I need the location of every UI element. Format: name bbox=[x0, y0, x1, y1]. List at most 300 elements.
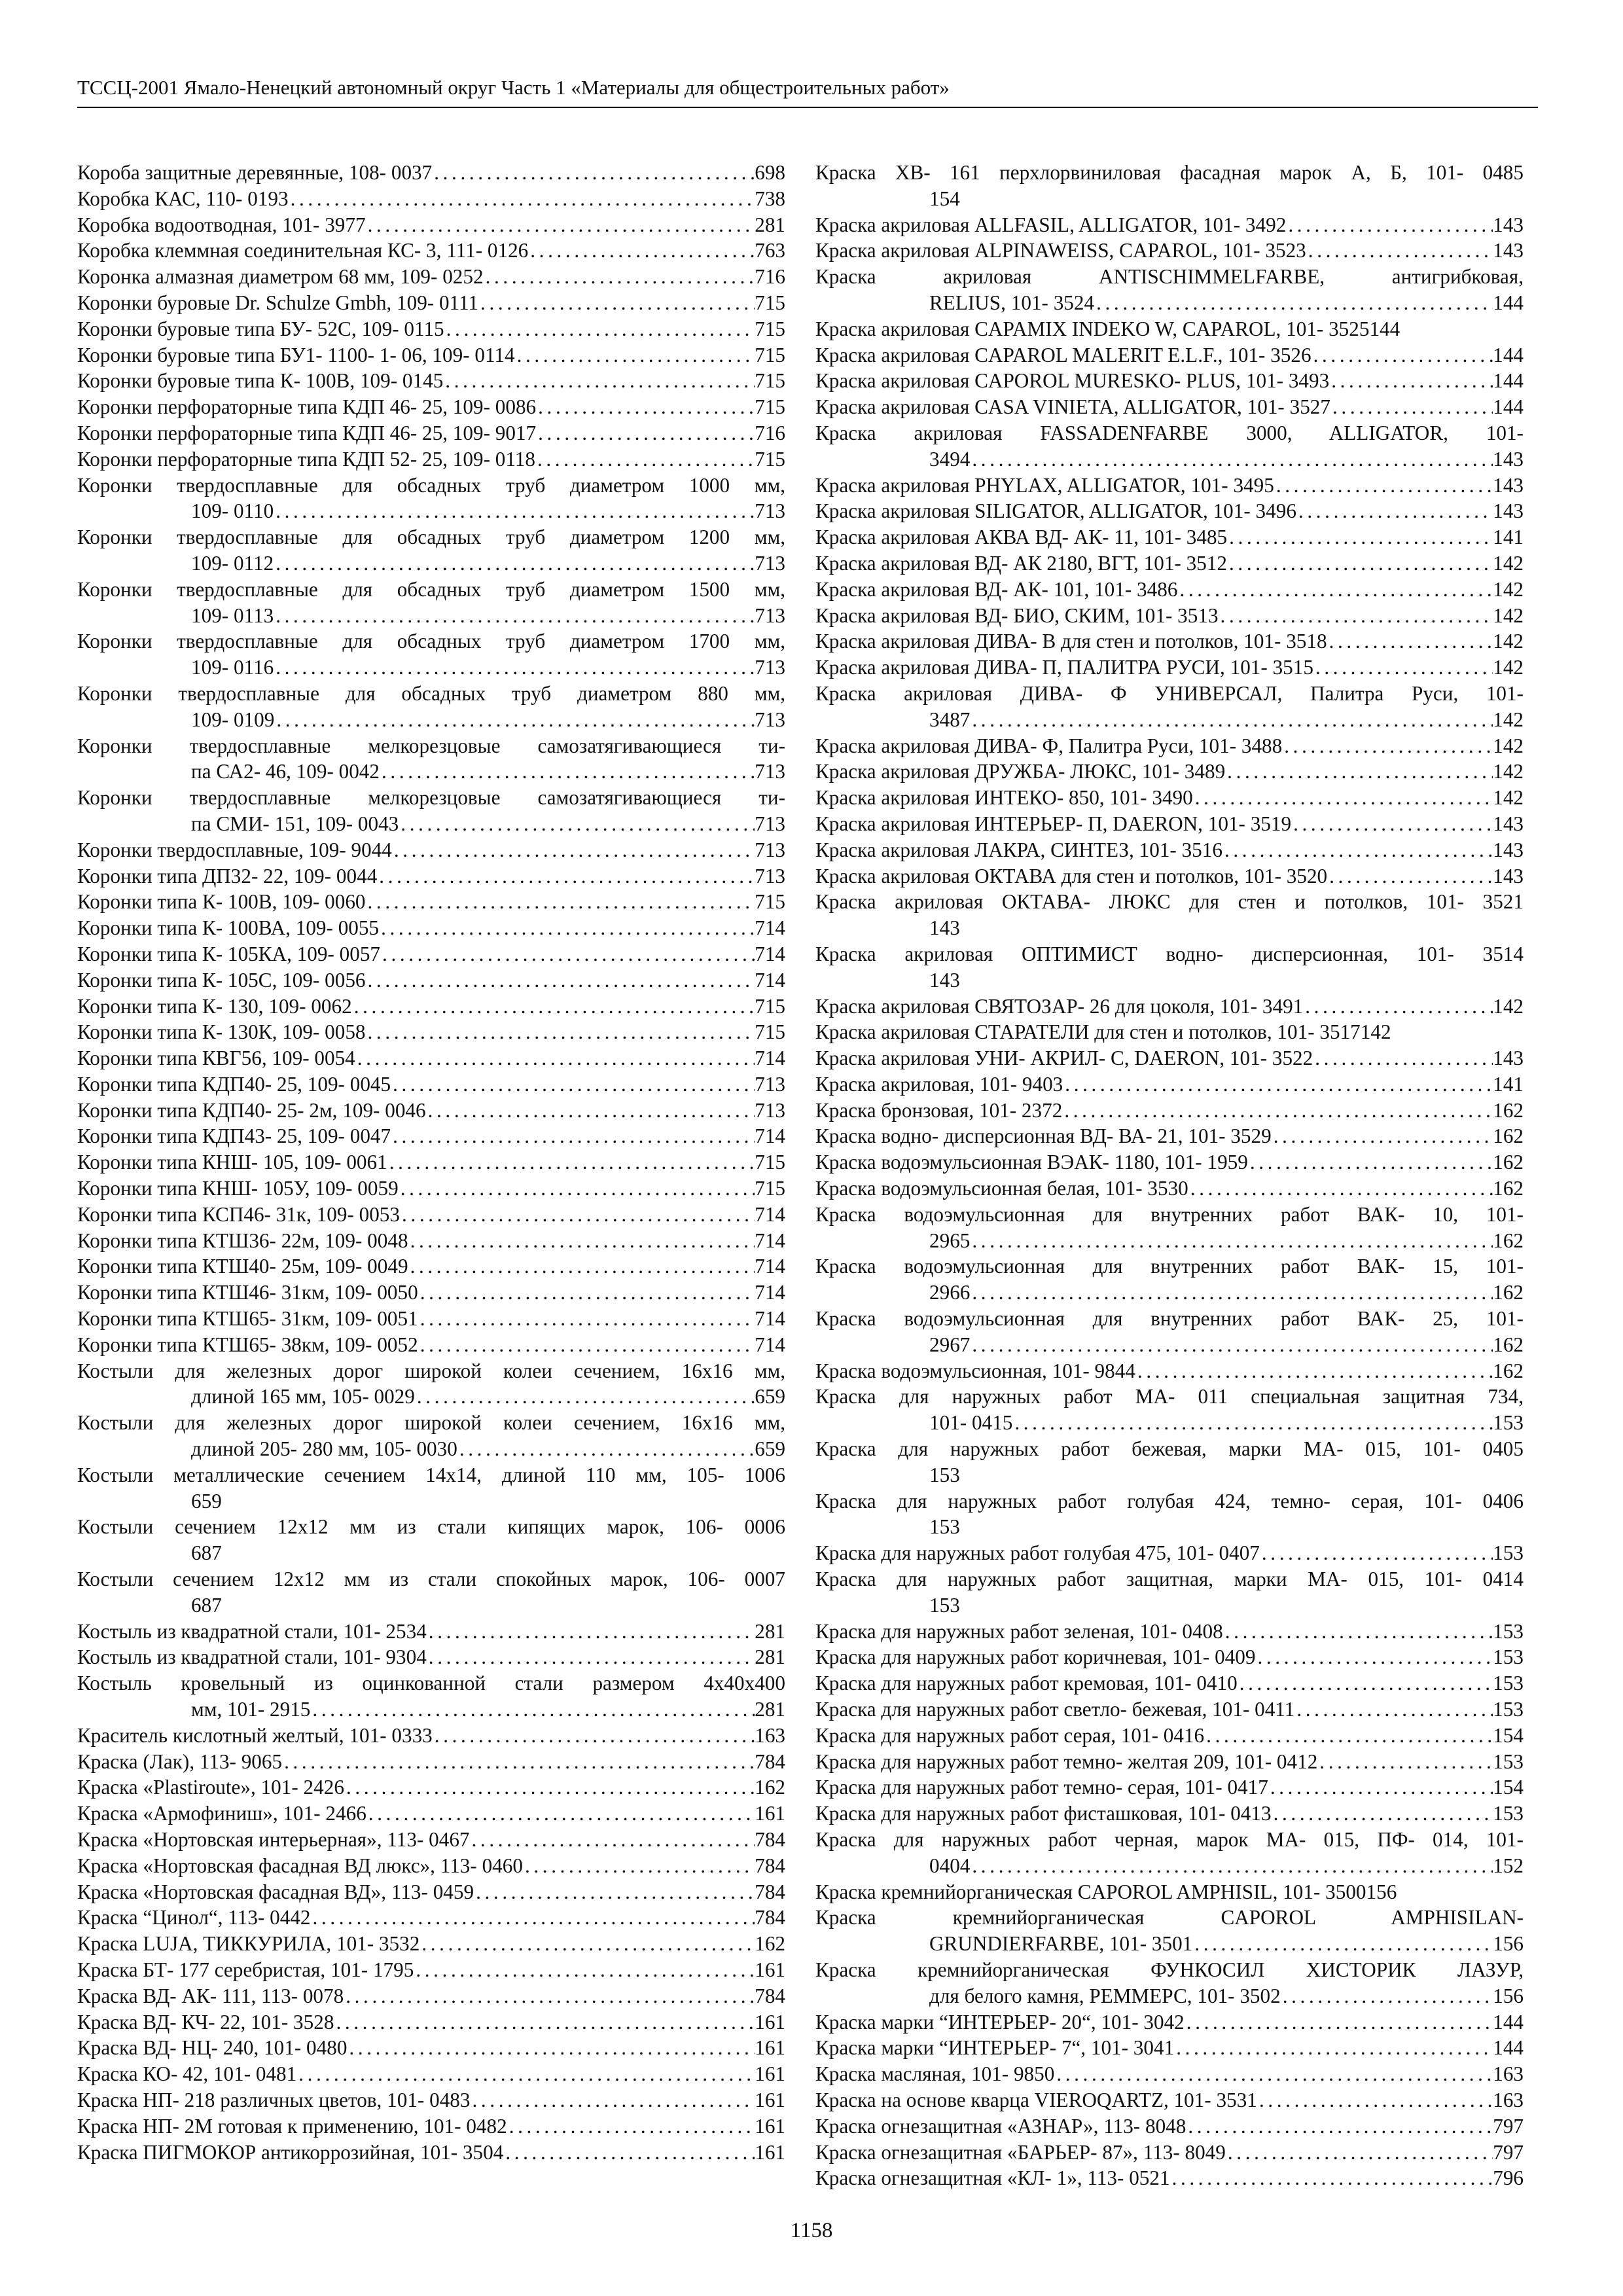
entry-line bbox=[815, 290, 1524, 316]
entry-text: 687 bbox=[191, 1593, 222, 1617]
entry-text: Краска акриловая СВЯТОЗАР- 26 для цоколя, 101- 3491 bbox=[815, 994, 1304, 1018]
entry-line bbox=[77, 1853, 785, 1879]
entry-line bbox=[77, 811, 785, 837]
index-entry bbox=[77, 1253, 785, 1280]
dot-leader bbox=[507, 2113, 755, 2140]
entry-text: RELIUS, 101- 3524 bbox=[929, 291, 1095, 314]
dot-leader bbox=[1281, 1983, 1493, 2009]
entry-line bbox=[77, 1670, 785, 1696]
dot-leader bbox=[1063, 1071, 1493, 1098]
entry-line bbox=[77, 238, 785, 264]
index-entry bbox=[77, 264, 785, 290]
entry-text: Коронки буровые типа К- 100В, 109- 0145 bbox=[77, 369, 444, 393]
entry-text: Коронки типа КВГ56, 109- 0054 bbox=[77, 1047, 355, 1070]
entry-line bbox=[77, 446, 785, 473]
entry-line bbox=[815, 524, 1524, 550]
dot-leader bbox=[1177, 577, 1493, 603]
entry-page-ref: 713 bbox=[755, 864, 785, 888]
dot-leader bbox=[970, 1228, 1493, 1254]
index-entry bbox=[77, 628, 785, 681]
entry-line bbox=[77, 1905, 785, 1931]
entry-line bbox=[77, 1358, 785, 1384]
entry-page-ref: 784 bbox=[755, 1984, 785, 2007]
entry-line bbox=[815, 1723, 1524, 1749]
entry-line bbox=[77, 524, 785, 550]
index-entry bbox=[77, 2035, 785, 2061]
entry-text: Краска для наружных работ светло- бежевая, 101- 0411 bbox=[815, 1698, 1295, 1721]
index-entry bbox=[77, 1175, 785, 1202]
dot-leader bbox=[334, 2009, 755, 2036]
entry-text: Краска для наружных работ зеленая, 101- 0408 bbox=[815, 1619, 1223, 1643]
entry-text: Коронки типа КТШ40- 25м, 109- 0049 bbox=[77, 1255, 408, 1278]
index-entry bbox=[815, 1123, 1524, 1149]
index-entry bbox=[77, 316, 785, 342]
entry-text: Краска акриловая CAPOROL MURESKO- PLUS, 101- 3493 bbox=[815, 369, 1330, 393]
dot-leader bbox=[289, 186, 755, 212]
entry-text: Краска акриловая FASSADENFARBE 3000, ALLIGATOR, 101- bbox=[815, 421, 1524, 444]
index-entry bbox=[815, 1175, 1524, 1202]
index-entry bbox=[815, 628, 1524, 655]
index-entry bbox=[815, 994, 1524, 1020]
index-entry bbox=[815, 1358, 1524, 1384]
dot-leader bbox=[355, 1045, 755, 1071]
entry-text: 3487 bbox=[929, 708, 971, 731]
index-entry bbox=[815, 1827, 1524, 1879]
index-entry bbox=[77, 342, 785, 368]
entry-text: Коронки твердосплавные мелкорезцовые самозатягивающиеся ти- bbox=[77, 786, 785, 810]
index-entry bbox=[77, 160, 785, 186]
index-entry bbox=[77, 1202, 785, 1228]
entry-line bbox=[815, 550, 1524, 577]
entry-text: Костыли металлические сечением 14х14, длиной 110 мм, 105- 1006 bbox=[77, 1463, 785, 1486]
entry-page-ref: 154 bbox=[1493, 1776, 1524, 1799]
entry-line bbox=[815, 1670, 1524, 1696]
index-entry bbox=[815, 420, 1524, 473]
index-entry bbox=[77, 1098, 785, 1124]
entry-page-ref: 281 bbox=[755, 1619, 785, 1643]
entry-page-ref: 143 bbox=[1493, 812, 1524, 835]
entry-line bbox=[77, 837, 785, 863]
dot-leader bbox=[503, 2140, 755, 2166]
index-entry bbox=[77, 915, 785, 941]
entry-line bbox=[815, 264, 1524, 290]
entry-text: 109- 0116 bbox=[191, 656, 274, 679]
entry-page-ref: 163 bbox=[755, 1723, 785, 1747]
entry-page-ref: 698 bbox=[755, 161, 785, 184]
entry-text: Коронки твердосплавные для обсадных труб диаметром 880 мм, bbox=[77, 681, 785, 705]
index-entry bbox=[815, 1696, 1524, 1723]
entry-page-ref: 713 bbox=[755, 838, 785, 861]
entry-line bbox=[77, 733, 785, 759]
entry-line bbox=[815, 1540, 1524, 1566]
entry-text: Коронки типа ДП32- 22, 109- 0044 bbox=[77, 864, 378, 888]
index-entry bbox=[815, 1670, 1524, 1696]
entry-text: 3494 bbox=[929, 447, 971, 471]
entry-text: Коронки твердосплавные для обсадных труб диаметром 1500 мм, bbox=[77, 577, 785, 601]
entry-page-ref: 162 bbox=[1493, 1098, 1524, 1122]
dot-leader bbox=[432, 160, 755, 186]
dot-leader bbox=[391, 1123, 755, 1149]
dot-leader bbox=[1222, 837, 1493, 863]
index-entry bbox=[77, 785, 785, 837]
entry-text: Краска акриловая SILIGATOR, ALLIGATOR, 101- 3496 bbox=[815, 499, 1296, 523]
entry-line bbox=[815, 967, 1524, 994]
entry-text: Краска акриловая АКВА ВД- АК- 11, 101- 3485 bbox=[815, 526, 1228, 549]
index-entry bbox=[815, 1879, 1524, 1905]
entry-text: 2965 bbox=[929, 1229, 971, 1252]
entry-text: Коронки буровые Dr. Schulze Gmbh, 109- 0111 bbox=[77, 291, 479, 314]
entry-text: Краска масляная, 101- 9850 bbox=[815, 2062, 1055, 2086]
entry-page-ref: 797 bbox=[1493, 2140, 1524, 2164]
entry-page-ref: 713 bbox=[755, 1072, 785, 1096]
entry-line bbox=[77, 498, 785, 524]
entry-line bbox=[815, 2113, 1524, 2140]
index-entry bbox=[815, 473, 1524, 499]
entry-text: Краска акриловая СТАРАТЕЛИ для стен и потолков, 101- 3517142 bbox=[815, 1020, 1391, 1044]
entry-page-ref: 143 bbox=[1493, 473, 1524, 497]
entry-text: Коронки типа К- 105КА, 109- 0057 bbox=[77, 942, 381, 965]
index-entry bbox=[77, 212, 785, 238]
entry-line bbox=[77, 264, 785, 290]
entry-page-ref: 156 bbox=[1493, 1932, 1524, 1956]
entry-page-ref: 715 bbox=[755, 395, 785, 419]
entry-text: Краска водоэмульсионная для внутренних работ ВАК- 15, 101- bbox=[815, 1255, 1524, 1278]
dot-leader bbox=[1227, 550, 1493, 577]
dot-leader bbox=[399, 811, 755, 837]
entry-text: 109- 0112 bbox=[191, 551, 274, 575]
dot-leader bbox=[474, 1879, 755, 1905]
entry-line bbox=[815, 420, 1524, 446]
entry-line bbox=[77, 2087, 785, 2113]
entry-text: Краска «Нортовская фасадная ВД», 113- 0459 bbox=[77, 1880, 474, 1903]
entry-line bbox=[77, 1723, 785, 1749]
dot-leader bbox=[418, 1306, 755, 1332]
index-entry bbox=[815, 1306, 1524, 1358]
entry-line bbox=[77, 420, 785, 446]
entry-page-ref: 784 bbox=[755, 1749, 785, 1773]
entry-text: Коронки перфораторные типа КДП 46- 25, 109- 0086 bbox=[77, 395, 537, 419]
entry-line bbox=[815, 1123, 1524, 1149]
entry-line bbox=[77, 473, 785, 499]
dot-leader bbox=[1311, 342, 1493, 368]
entry-line bbox=[815, 212, 1524, 238]
entry-text: 101- 0415 bbox=[929, 1411, 1013, 1435]
entry-line bbox=[77, 1019, 785, 1045]
entry-text: Краска водоэмульсионная ВЭАК- 1180, 101- 1959 bbox=[815, 1151, 1248, 1174]
entry-line bbox=[77, 889, 785, 915]
index-entry bbox=[77, 394, 785, 420]
dot-leader bbox=[274, 603, 755, 629]
entry-line bbox=[77, 1384, 785, 1410]
index-entry bbox=[815, 550, 1524, 577]
entry-page-ref: 784 bbox=[755, 1906, 785, 1929]
index-entry bbox=[77, 473, 785, 525]
entry-line bbox=[815, 915, 1524, 941]
entry-page-ref: 142 bbox=[1493, 630, 1524, 653]
index-entry bbox=[815, 1566, 1524, 1619]
dot-leader bbox=[1248, 1149, 1493, 1175]
entry-line bbox=[815, 941, 1524, 967]
entry-line bbox=[77, 863, 785, 889]
entry-line bbox=[77, 1931, 785, 1957]
entry-text: Краситель кислотный желтый, 101- 0333 bbox=[77, 1723, 433, 1747]
dot-leader bbox=[1186, 2113, 1493, 2140]
entry-text: Коронки типа КСП46- 31к, 109- 0053 bbox=[77, 1202, 400, 1226]
entry-line bbox=[77, 160, 785, 186]
index-entry bbox=[77, 1749, 785, 1775]
entry-text: па СА2- 46, 109- 0042 bbox=[191, 760, 380, 783]
entry-line bbox=[815, 1801, 1524, 1827]
entry-line bbox=[815, 1931, 1524, 1957]
dot-leader bbox=[392, 837, 755, 863]
entry-page-ref: 144 bbox=[1493, 395, 1524, 419]
entry-text: Краска LUJA, ТИККУРИЛА, 101- 3532 bbox=[77, 1932, 420, 1956]
entry-text: Коронки типа КДП40- 25, 109- 0045 bbox=[77, 1072, 391, 1096]
entry-text: Краска акриловая ВД- АК 2180, ВГТ, 101- 3512 bbox=[815, 551, 1227, 575]
entry-line bbox=[815, 316, 1524, 342]
dot-leader bbox=[1294, 1696, 1493, 1723]
index-entry bbox=[77, 1905, 785, 1931]
entry-line bbox=[815, 1488, 1524, 1515]
entry-page-ref: 143 bbox=[1493, 838, 1524, 861]
entry-text: 687 bbox=[191, 1541, 222, 1565]
dot-leader bbox=[1274, 473, 1493, 499]
entry-page-ref: 162 bbox=[1493, 1177, 1524, 1200]
entry-text: Краска БТ- 177 серебристая, 101- 1795 bbox=[77, 1958, 414, 1981]
index-entry bbox=[815, 655, 1524, 681]
entry-line bbox=[77, 212, 785, 238]
entry-text: 659 bbox=[191, 1489, 222, 1513]
entry-line bbox=[77, 1123, 785, 1149]
entry-text: Краска для наружных работ кремовая, 101- 0410 bbox=[815, 1672, 1238, 1695]
entry-page-ref: 713 bbox=[755, 551, 785, 575]
dot-leader bbox=[484, 264, 755, 290]
entry-line bbox=[77, 628, 785, 655]
entry-text: Краска акриловая УНИ- АКРИЛ- С, DAERON, 101- 3522 bbox=[815, 1047, 1313, 1070]
entry-line bbox=[815, 1774, 1524, 1801]
entry-page-ref: 714 bbox=[755, 1047, 785, 1070]
entry-text: Коронки твердосплавные, 109- 9044 bbox=[77, 838, 392, 861]
index-entry bbox=[815, 1619, 1524, 1645]
entry-line bbox=[815, 1566, 1524, 1592]
index-entry bbox=[77, 1566, 785, 1619]
entry-text: длиной 205- 280 мм, 105- 0030 bbox=[191, 1437, 457, 1461]
index-entry bbox=[815, 1045, 1524, 1071]
entry-page-ref: 153 bbox=[1493, 1802, 1524, 1825]
index-entry bbox=[77, 524, 785, 577]
dot-leader bbox=[274, 498, 755, 524]
entry-line bbox=[815, 1827, 1524, 1853]
index-entry bbox=[815, 1488, 1524, 1541]
index-entry bbox=[77, 186, 785, 212]
entry-page-ref: 161 bbox=[755, 2036, 785, 2060]
entry-text: Краска акриловая PHYLAX, ALLIGATOR, 101- 3495 bbox=[815, 473, 1274, 497]
entry-page-ref: 715 bbox=[755, 317, 785, 340]
entry-text: длиной 165 мм, 105- 0029 bbox=[191, 1385, 415, 1408]
entry-text: Краска для наружных работ фисташковая, 101- 0413 bbox=[815, 1802, 1272, 1825]
entry-page-ref: 142 bbox=[1493, 760, 1524, 783]
running-header: ТССЦ-2001 Ямало-Ненецкий автономный округ Часть 1 «Материалы для общестроительных работ» bbox=[77, 76, 950, 99]
index-entry bbox=[77, 1879, 785, 1905]
entry-page-ref: 715 bbox=[755, 1020, 785, 1044]
entry-page-ref: 153 bbox=[1493, 1672, 1524, 1695]
entry-page-ref: 715 bbox=[755, 1151, 785, 1174]
entry-text: Краска НП- 218 различных цветов, 101- 0483 bbox=[77, 2088, 471, 2111]
index-entry bbox=[815, 1774, 1524, 1801]
entry-page-ref: 143 bbox=[1493, 499, 1524, 523]
entry-line bbox=[77, 603, 785, 629]
entry-line bbox=[77, 1749, 785, 1775]
index-entry bbox=[77, 1358, 785, 1410]
index-entry bbox=[815, 785, 1524, 811]
entry-page-ref: 153 bbox=[1493, 1541, 1524, 1565]
entry-text: Коронки типа К- 100В, 109- 0060 bbox=[77, 890, 366, 914]
entry-line bbox=[77, 1410, 785, 1436]
dot-leader bbox=[1330, 394, 1493, 420]
index-entry bbox=[815, 394, 1524, 420]
dot-leader bbox=[377, 863, 755, 889]
index-entry bbox=[77, 1462, 785, 1515]
entry-line bbox=[815, 2035, 1524, 2061]
index-entry bbox=[815, 368, 1524, 394]
entry-page-ref: 162 bbox=[755, 1776, 785, 1799]
entry-page-ref: 152 bbox=[1493, 1854, 1524, 1877]
entry-text: 143 bbox=[929, 916, 960, 940]
entry-page-ref: 143 bbox=[1493, 864, 1524, 888]
entry-line bbox=[815, 498, 1524, 524]
dot-leader bbox=[1012, 1410, 1493, 1436]
entry-line bbox=[77, 1619, 785, 1645]
entry-page-ref: 163 bbox=[1493, 2062, 1524, 2086]
index-entry bbox=[77, 1853, 785, 1879]
entry-text: па СМИ- 151, 109- 0043 bbox=[191, 812, 399, 835]
index-entry bbox=[77, 1670, 785, 1723]
index-entry bbox=[815, 1202, 1524, 1254]
entry-line bbox=[77, 1228, 785, 1254]
index-entry bbox=[815, 603, 1524, 629]
entry-page-ref: 144 bbox=[1493, 2036, 1524, 2060]
dot-leader bbox=[400, 1202, 755, 1228]
entry-text: Костыль из квадратной стали, 101- 2534 bbox=[77, 1619, 427, 1643]
entry-page-ref: 738 bbox=[755, 187, 785, 210]
entry-line bbox=[815, 1019, 1524, 1045]
dot-leader bbox=[536, 420, 755, 446]
index-entry bbox=[815, 264, 1524, 316]
entry-line bbox=[815, 2165, 1524, 2191]
index-entry bbox=[815, 1384, 1524, 1436]
entry-page-ref: 281 bbox=[755, 1645, 785, 1669]
dot-leader bbox=[1223, 1619, 1493, 1645]
entry-text: Краска акриловая, 101- 9403 bbox=[815, 1072, 1063, 1096]
entry-text: Краска ВД- КЧ- 22, 101- 3528 bbox=[77, 2010, 334, 2034]
index-entry bbox=[77, 1957, 785, 1983]
dot-leader bbox=[274, 707, 755, 733]
entry-text: GRUNDIERFARBE, 101- 3501 bbox=[929, 1932, 1193, 1956]
header-rule bbox=[77, 107, 1538, 108]
dot-leader bbox=[1272, 1123, 1493, 1149]
dot-leader bbox=[379, 915, 755, 941]
entry-page-ref: 153 bbox=[1493, 1619, 1524, 1643]
entry-page-ref: 796 bbox=[1493, 2166, 1524, 2190]
index-entry bbox=[77, 1228, 785, 1254]
entry-text: 154 bbox=[929, 187, 960, 210]
index-entry bbox=[77, 420, 785, 446]
index-entry bbox=[77, 941, 785, 967]
entry-line bbox=[815, 1253, 1524, 1280]
index-entry bbox=[77, 238, 785, 264]
entry-text: Краска «Нортовская фасадная ВД люкс», 113- 0460 bbox=[77, 1854, 523, 1877]
entry-line bbox=[815, 1462, 1524, 1488]
entry-line bbox=[815, 473, 1524, 499]
entry-line bbox=[815, 160, 1524, 186]
entry-line bbox=[77, 1566, 785, 1592]
index-entry bbox=[77, 1019, 785, 1045]
dot-leader bbox=[1204, 1723, 1493, 1749]
entry-page-ref: 143 bbox=[1493, 213, 1524, 236]
dot-leader bbox=[274, 550, 755, 577]
entry-page-ref: 153 bbox=[1493, 1645, 1524, 1669]
entry-line bbox=[815, 785, 1524, 811]
dot-leader bbox=[296, 2061, 755, 2087]
entry-line bbox=[815, 1983, 1524, 2009]
entry-page-ref: 714 bbox=[755, 1307, 785, 1331]
entry-text: 109- 0110 bbox=[191, 499, 274, 523]
entry-page-ref: 156 bbox=[1493, 1984, 1524, 2007]
entry-text: Краска для наружных работ голубая 475, 101- 0407 bbox=[815, 1541, 1260, 1565]
dot-leader bbox=[1268, 1774, 1493, 1801]
dot-leader bbox=[1296, 498, 1493, 524]
dot-leader bbox=[310, 1696, 755, 1723]
entry-text: Костыль кровельный из оцинкованной стали размером 4х40х400 bbox=[77, 1672, 785, 1695]
entry-page-ref: 143 bbox=[1493, 239, 1524, 262]
entry-line bbox=[77, 316, 785, 342]
entry-line bbox=[815, 759, 1524, 785]
entry-line bbox=[77, 550, 785, 577]
entry-line bbox=[815, 1410, 1524, 1436]
entry-line bbox=[815, 1879, 1524, 1905]
dot-leader bbox=[457, 1436, 755, 1462]
dot-leader bbox=[427, 1619, 755, 1645]
index-entry bbox=[77, 1071, 785, 1098]
entry-text: для белого камня, РЕММЕРС, 101- 3502 bbox=[929, 1984, 1281, 2007]
entry-line bbox=[77, 1488, 785, 1515]
entry-page-ref: 153 bbox=[1493, 1411, 1524, 1435]
entry-line bbox=[77, 1098, 785, 1124]
entry-text: Краска кремнийорганическая CAPOROL AMPHISIL, 101- 3500156 bbox=[815, 1880, 1397, 1903]
entry-text: Краска для наружных работ серая, 101- 0416 bbox=[815, 1723, 1205, 1747]
dot-leader bbox=[352, 994, 755, 1020]
dot-leader bbox=[536, 394, 755, 420]
entry-text: Костыли сечением 12х12 мм из стали спокойных марок, 106- 0007 bbox=[77, 1568, 785, 1591]
entry-line bbox=[77, 1462, 785, 1488]
entry-text: Коронки типа КТШ65- 31км, 109- 0051 bbox=[77, 1307, 418, 1331]
dot-leader bbox=[366, 212, 755, 238]
entry-text: 153 bbox=[929, 1593, 960, 1617]
dot-leader bbox=[419, 1931, 755, 1957]
index-entry bbox=[77, 1149, 785, 1175]
dot-leader bbox=[414, 1957, 755, 1983]
entry-page-ref: 715 bbox=[755, 1177, 785, 1200]
entry-page-ref: 162 bbox=[1493, 1151, 1524, 1174]
entry-line bbox=[77, 1801, 785, 1827]
dot-leader bbox=[418, 1332, 755, 1358]
entry-text: Краска акриловая CAPAROL MALERIT E.L.F., 101- 3526 bbox=[815, 343, 1311, 367]
index-entry bbox=[815, 524, 1524, 550]
entry-line bbox=[77, 1644, 785, 1670]
entry-line bbox=[77, 1071, 785, 1098]
dot-leader bbox=[282, 1749, 755, 1775]
dot-leader bbox=[1291, 811, 1493, 837]
